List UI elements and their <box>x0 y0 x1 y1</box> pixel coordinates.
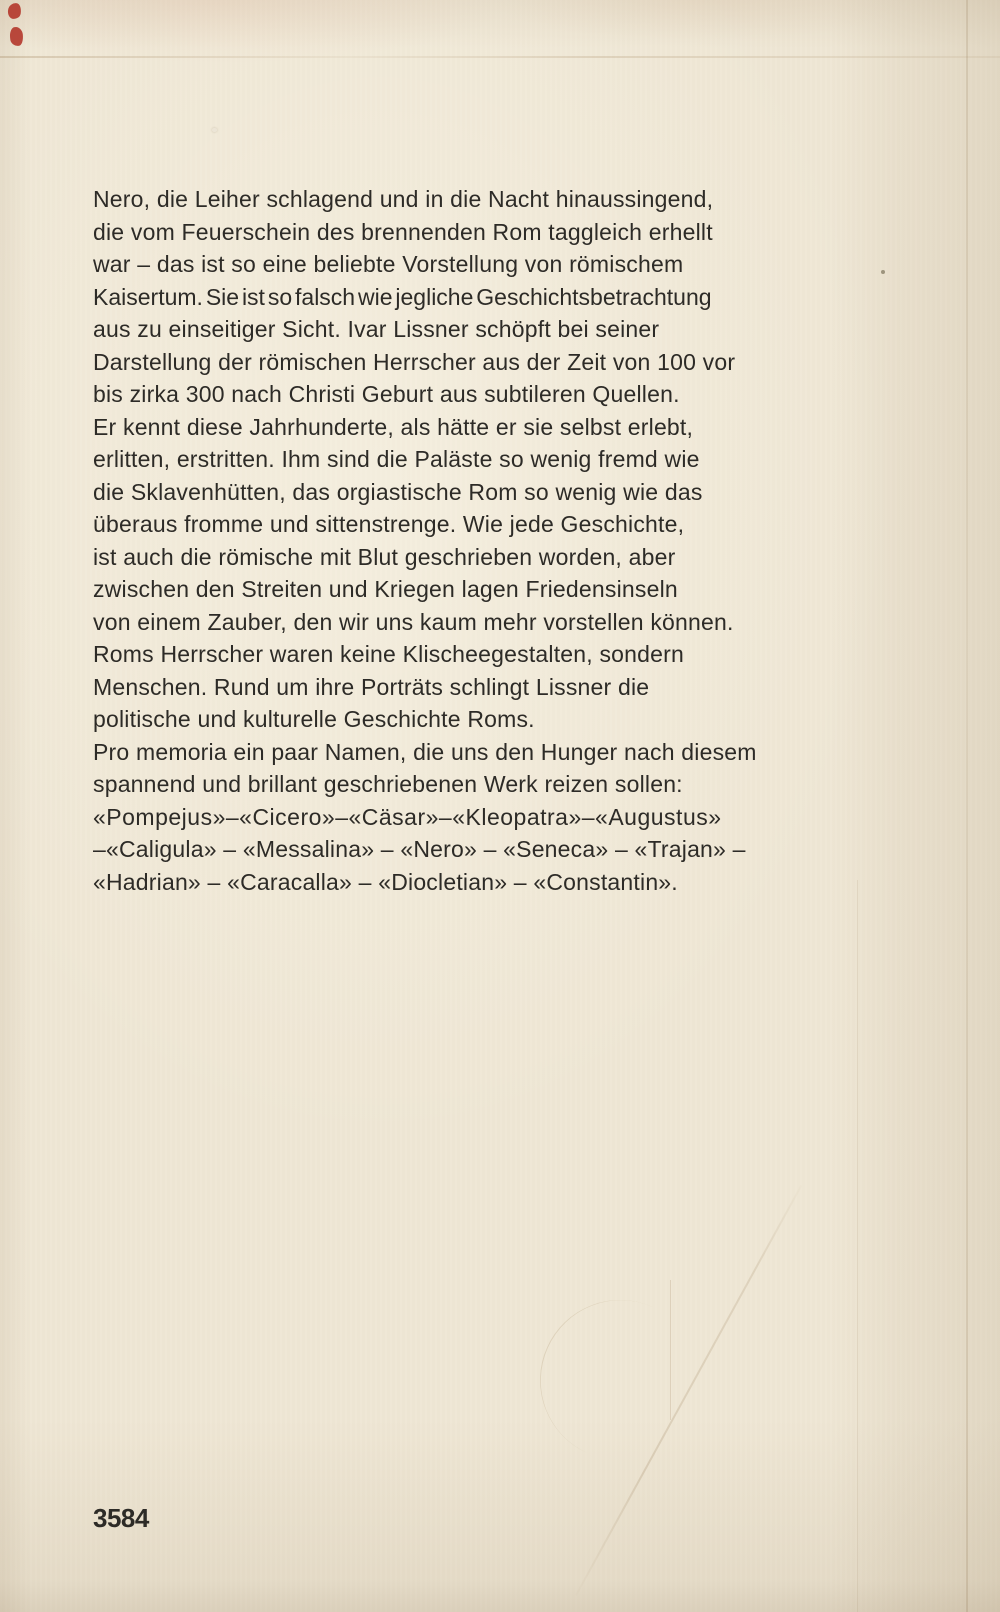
text-line: Roms Herrscher waren keine Klischeegestalten, sondern <box>93 641 684 667</box>
text-line: war – das ist so eine beliebte Vorstellung von römischem <box>93 251 684 277</box>
text-line: die Sklavenhütten, das orgiastische Rom so wenig wie das <box>93 478 703 505</box>
text-line: spannend und brillant geschriebenen Werk reizen sollen: <box>93 771 683 797</box>
text-line: erlitten, erstritten. Ihm sind die Paläste so wenig fremd wie <box>93 446 700 472</box>
text-line: aus zu einseitiger Sicht. Ivar Lissner schöpft bei seiner <box>93 316 660 342</box>
text-line: überaus fromme und sittenstrenge. Wie jede Geschichte, <box>93 511 685 537</box>
text-line: politische und kulturelle Geschichte Roms. <box>93 706 535 732</box>
text-line: Menschen. Rund um ihre Porträts schlingt Lissner die <box>93 673 650 700</box>
text-line: «Pompejus»–«Cicero»–«Cäsar»–«Kleopatra»–«Augustus» <box>93 803 722 830</box>
catalog-number: 3584 <box>93 1503 149 1533</box>
text-line: bis zirka 300 nach Christi Geburt aus subtileren Quellen. <box>93 381 680 407</box>
text-line: die vom Feuerschein des brennenden Rom taggleich erhellt <box>93 218 713 245</box>
paper-crease-right-lower <box>857 880 858 1612</box>
red-ink-mark-top <box>7 2 22 20</box>
red-ink-mark-bottom <box>9 26 24 46</box>
paper-crease-horizontal <box>0 56 1000 58</box>
text-line: von einem Zauber, den wir uns kaum mehr vorstellen können. <box>93 608 734 635</box>
text-line: zwischen den Streiten und Kriegen lagen Friedensinseln <box>93 576 678 602</box>
text-line: Kaisertum. Sie ist so falsch wie jegliche Geschichtsbetrachtung <box>93 283 712 310</box>
text-line: Darstellung der römischen Herrscher aus der Zeit von 100 vor <box>93 348 736 375</box>
paper-crease-right-edge <box>966 0 968 1612</box>
paper-crease-diagonal <box>575 1185 802 1596</box>
paper-scratch <box>670 1280 671 1420</box>
text-line: «Hadrian» – «Caracalla» – «Diocletian» – «Constantin». <box>93 868 678 895</box>
text-line: ist auch die römische mit Blut geschrieben worden, aber <box>93 543 676 570</box>
text-line: Pro memoria ein paar Namen, die uns den Hunger nach diesem <box>93 738 757 765</box>
text-line: Nero, die Leiher schlagend und in die Nacht hinaussingend, <box>93 186 714 212</box>
paper-speck <box>212 128 217 132</box>
paper-crease-arc <box>514 1274 725 1485</box>
book-blurb-text <box>93 183 923 898</box>
text-line: –«Caligula» – «Messalina» – «Nero» – «Seneca» – «Trajan» – <box>93 836 746 862</box>
text-line: Er kennt diese Jahrhunderte, als hätte er sie selbst erlebt, <box>93 413 694 440</box>
